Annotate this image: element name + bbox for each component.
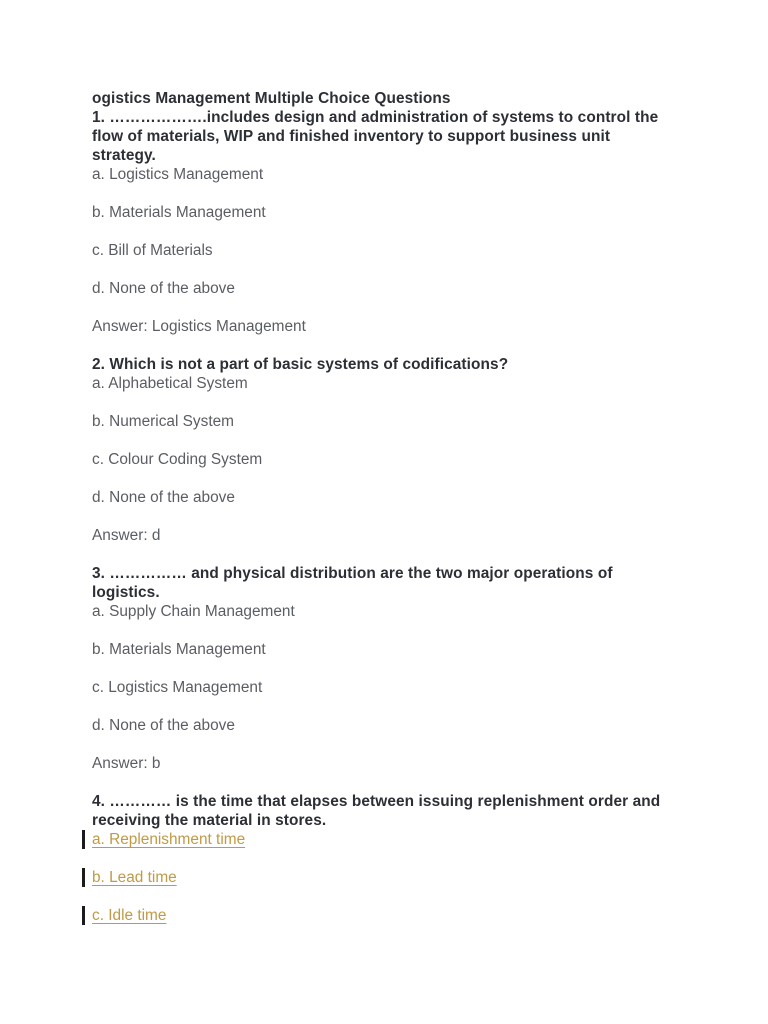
question-2-text: 2. Which is not a part of basic systems of codifications?	[92, 356, 509, 373]
question-3-option-d: d. None of the above	[92, 717, 235, 734]
inserted-option-link[interactable]: b. Lead time	[92, 869, 177, 886]
inserted-option-link[interactable]: c. Idle time	[92, 907, 167, 924]
question-2-option-d: d. None of the above	[92, 489, 235, 506]
question-1-answer: Answer: Logistics Management	[92, 318, 306, 335]
inserted-option-link[interactable]: a. Replenishment time	[92, 831, 246, 848]
document-content	[92, 89, 664, 944]
question-1-option-a: a. Logistics Management	[92, 166, 264, 183]
question-4-option-a	[92, 830, 664, 849]
question-1-option-d: d. None of the above	[92, 280, 235, 297]
question-3-option-b: b. Materials Management	[92, 641, 266, 658]
question-2-option-a: a. Alphabetical System	[92, 375, 248, 392]
question-2-option-c: c. Colour Coding System	[92, 451, 263, 468]
question-3-text: 3. …………… and physical distribution are the two major operations of logistics.	[92, 565, 613, 601]
question-2-answer: Answer: d	[92, 527, 161, 544]
change-bar-icon	[82, 830, 85, 849]
question-1-text: 1. ……………….includes design and administration of systems to control the flow of materials, WIP and finished inventory to support business unit strategy.	[92, 109, 659, 164]
question-3-option-c: c. Logistics Management	[92, 679, 263, 696]
question-4-option-b	[92, 868, 664, 887]
question-1-option-b: b. Materials Management	[92, 204, 266, 221]
document-title: ogistics Management Multiple Choice Questions	[92, 90, 451, 107]
question-3-answer: Answer: b	[92, 755, 161, 772]
question-2-option-b: b. Numerical System	[92, 413, 234, 430]
question-3-option-a: a. Supply Chain Management	[92, 603, 295, 620]
question-1-option-c: c. Bill of Materials	[92, 242, 213, 259]
change-bar-icon	[82, 868, 85, 887]
question-4-text: 4. ………… is the time that elapses between issuing replenishment order and receiving the material in stores.	[92, 793, 661, 829]
change-bar-icon	[82, 906, 85, 925]
question-4-option-c	[92, 906, 664, 925]
